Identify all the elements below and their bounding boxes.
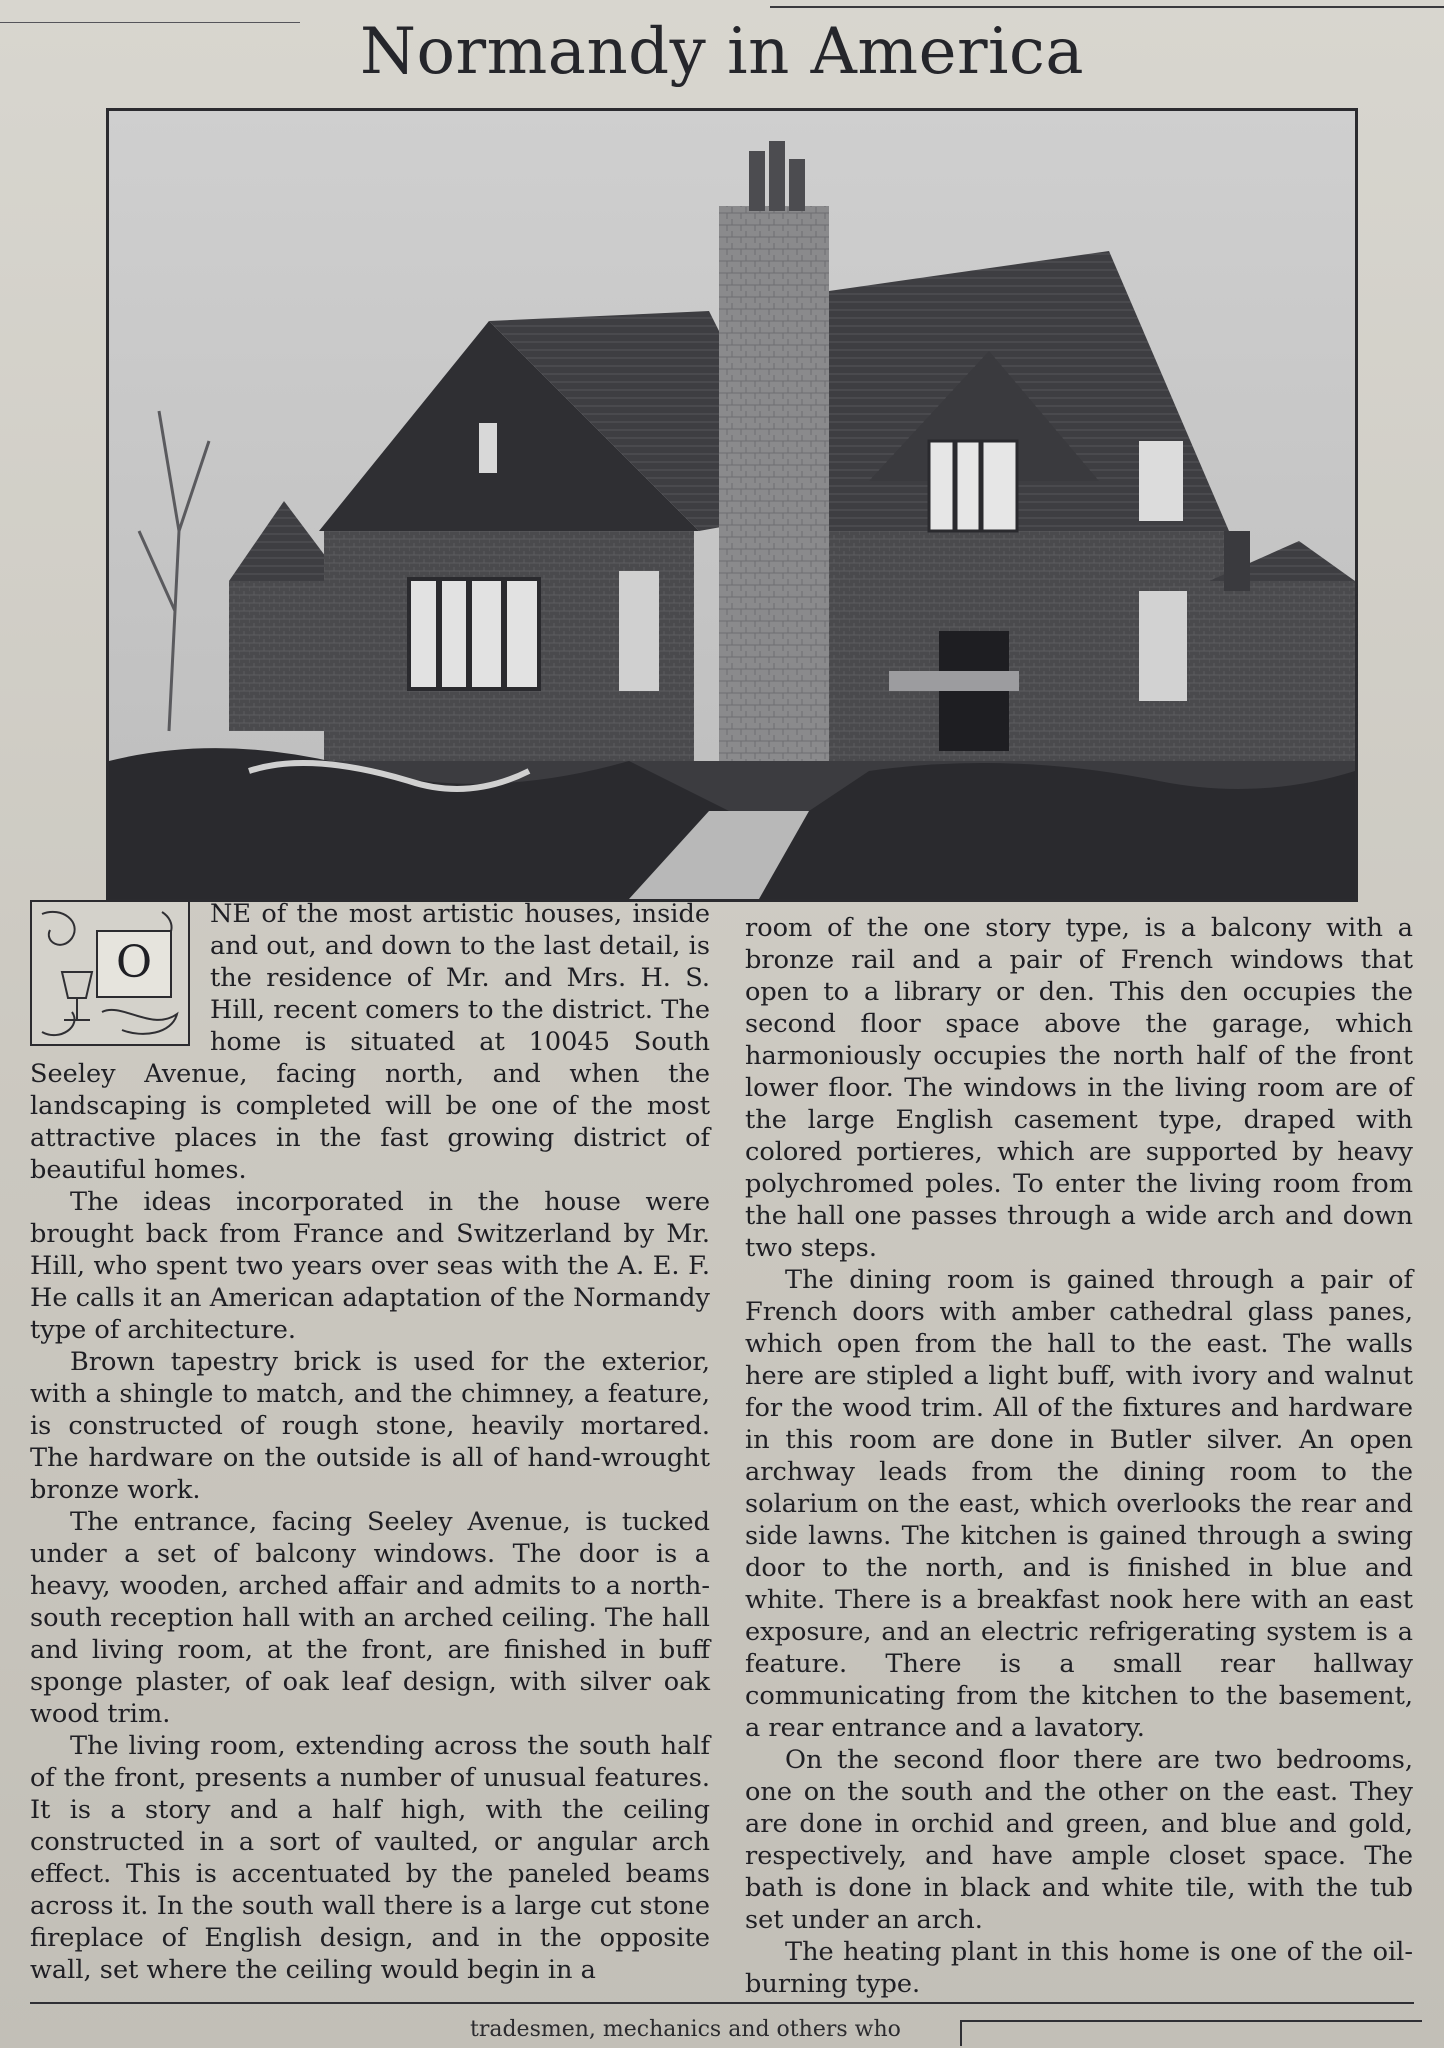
paragraph-dining-room: The dining room is gained through a pair of French doors with amber cathedral glass panes, which open from the hall to the east. The walls here are stipled a light buff, with ivory and walnut for the wood trim. All of the fixtures and hardware in this room are done in Butler silver. An open archway leads from the dining room to the solarium on the east, which overlooks the rear and side lawns. The kitchen is gained through a swing door to the north, and is finished in blue and white. There is a breakfast nook here with an east exposure, and an electric refrigerating system is a feature. There is a small rear hallway communicating from the kitchen to the basement, a rear entrance and a lavatory. xyxy=(745,1265,1413,1743)
paragraph-entrance: The entrance, facing Seeley Avenue, is tucked under a set of balcony windows. The door is a heavy, wooden, arched affair and admits to a north-south reception hall with an arched ceiling. The hall and living room, at the front, are finished in buff sponge plaster, of oak leaf design, with silver oak wood trim. xyxy=(30,1507,710,1729)
paragraph-balcony: room of the one story type, is a balcony with a bronze rail and a pair of French windows that open to a library or den. This den occupies the second floor space above the garage, which harmoniously occupies the north half of the front lower floor. The windows in the living room are of the large English casement type, draped with colored portieres, which are supported by heavy polychromed poles. To enter the living room from the hall one passes through a wide arch and down two steps. xyxy=(745,913,1413,1263)
top-rule xyxy=(770,6,1444,8)
paragraph-living-room: The living room, extending across the south half of the front, presents a number of unusual features. It is a story and a half high, with the ceiling constructed in a sort of vaulted, or angular arch effect. This is accentuated by the paneled beams across it. In the south wall there is a large cut stone fireplace of English design, and in the opposite wall, set where the ceiling would begin in a xyxy=(30,1731,710,1985)
house-photograph xyxy=(106,108,1358,902)
dropcap-letter: O xyxy=(96,930,172,998)
headline: Normandy in America xyxy=(359,15,1085,89)
paragraph-second-floor: On the second floor there are two bedrooms, one on the south and the other on the east. They are done in orchid and green, and blue and gold, respectively, and have ample closet space. The bath is done in black and white tile, with the tub set under an arch. xyxy=(745,1745,1413,1935)
paragraph-heating: The heating plant in this home is one of the oil-burning type. xyxy=(745,1937,1413,1999)
normandy-house-illustration xyxy=(109,111,1355,899)
paragraph-ideas: The ideas incorporated in the house were brought back from France and Switzerland by Mr. Hill, who spent two years over seas with the A. E. F. He calls it an American adaptation of the Normandy type of architecture. xyxy=(30,1187,710,1345)
ornamental-dropcap xyxy=(30,900,190,1046)
next-article-snippet: tradesmen, mechanics and others who xyxy=(470,2017,901,2042)
bottom-rule xyxy=(30,2002,1414,2004)
paragraph-intro: NE of the most artistic houses, inside and out, and down to the last detail, is the residence of Mr. and Mrs. H. S. Hill, recent comers to the district. The home is situated at 10045 South Seeley Avenue, facing north, and when the landscaping is completed will be one of the most attractive places in the fast growing district of beautiful homes. xyxy=(30,899,710,1185)
paragraph-brick: Brown tapestry brick is used for the exterior, with a shingle to match, and the chimney, a feature, is constructed of rough stone, heavily mortared. The hardware on the outside is all of hand-wrought bronze work. xyxy=(30,1347,710,1505)
article-column-right xyxy=(745,912,1413,2000)
article-column-left xyxy=(30,898,710,1986)
next-article-box xyxy=(960,2020,1422,2046)
